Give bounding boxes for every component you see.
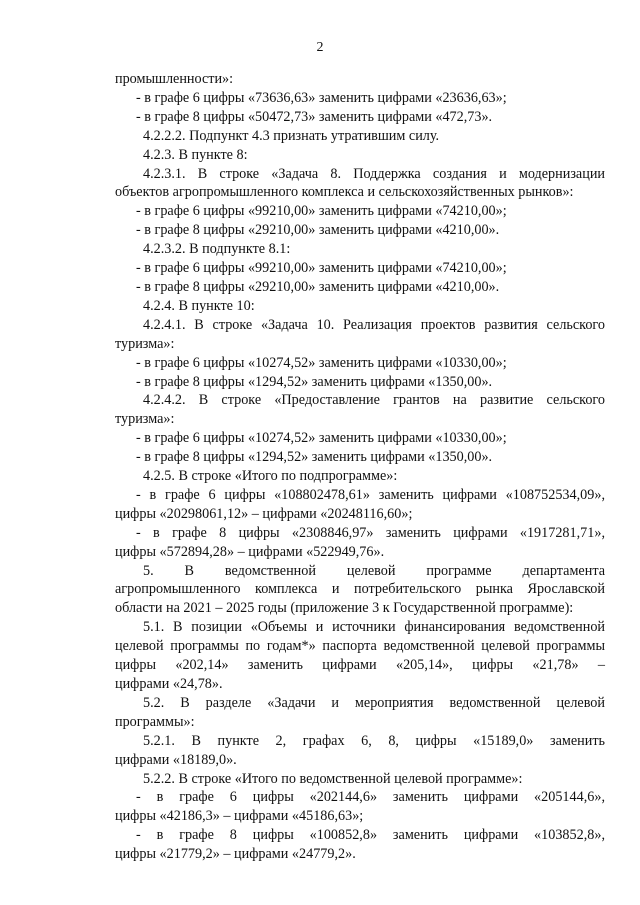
paragraph-line: туризма»: [115,411,175,428]
paragraph-line: - в графе 6 цифры «99210,00» заменить цифрами «74210,00»; [136,203,507,220]
paragraph-line: 4.2.3.2. В подпункте 8.1: [143,241,291,258]
paragraph-line: - в графе 8 цифры «50472,73» заменить цифрами «472,73». [136,108,493,125]
paragraph-line: 4.2.5. В строке «Итого по подпрограмме»: [143,468,398,485]
paragraph-line: 5.2. В разделе «Задачи и мероприятия ведомственной целевой [143,694,605,711]
paragraph-line: - в графе 8 цифры «100852,8» заменить цифрами «103852,8», [136,827,605,844]
paragraph-line: 5.1. В позиции «Объемы и источники финансирования ведомственной [143,619,605,636]
document-body [115,70,605,864]
paragraph-line: - в графе 6 цифры «99210,00» заменить цифрами «74210,00»; [136,260,507,277]
paragraph-line: объектов агропромышленного комплекса и сельскохозяйственных рынков»: [115,184,574,201]
paragraph-line: 4.2.4. В пункте 10: [143,297,255,314]
paragraph-line: 5.2.2. В строке «Итого по ведомственной целевой программе»: [143,770,523,787]
paragraph-line: 4.2.2.2. Подпункт 4.3 признать утратившим силу. [143,127,440,144]
paragraph-line: 5.2.1. В пункте 2, графах 6, 8, цифры «15189,0» заменить [143,732,605,749]
paragraph-line: цифры «20298061,12» – цифрами «20248116,60»; [115,505,413,522]
paragraph-line: - в графе 8 цифры «29210,00» заменить цифрами «4210,00». [136,278,500,295]
paragraph-line: цифрами «18189,0». [115,751,237,768]
paragraph-line: целевой программы по годам*» паспорта ведомственной целевой программы [115,638,605,655]
paragraph-line: 4.2.4.1. В строке «Задача 10. Реализация проектов развития сельского [143,316,605,333]
paragraph-line: цифрами «24,78». [115,676,223,692]
paragraph-line: 4.2.4.2. В строке «Предоставление грантов на развитие сельского [143,392,605,409]
paragraph-line: области на 2021 – 2025 годы (приложение 3 к Государственной программе): [115,600,574,617]
paragraph-line: промышленности»: [115,71,234,87]
paragraph-line: 4.2.3. В пункте 8: [143,146,248,163]
paragraph-line: цифры «21779,2» – цифрами «24779,2». [115,846,356,863]
paragraph-line: цифры «42186,3» – цифрами «45186,63»; [115,808,364,825]
paragraph-line: - в графе 8 цифры «1294,52» заменить цифрами «1350,00». [136,449,493,466]
paragraph-line: агропромышленного комплекса и потребительского рынка Ярославской [115,581,605,598]
paragraph-line: - в графе 8 цифры «29210,00» заменить цифрами «4210,00». [136,222,500,239]
paragraph-line: программы»: [115,713,195,730]
paragraph-line: - в графе 6 цифры «10274,52» заменить цифрами «10330,00»; [136,430,507,447]
paragraph-line: - в графе 6 цифры «73636,63» заменить цифрами «23636,63»; [136,89,507,106]
paragraph-line: - в графе 8 цифры «1294,52» заменить цифрами «1350,00». [136,373,493,390]
paragraph-line: цифры «202,14» заменить цифрами «205,14», цифры «21,78» – [115,657,605,674]
paragraph-line: цифры «572894,28» – цифрами «522949,76». [115,543,385,560]
page-number: 2 [316,40,324,55]
paragraph-line: - в графе 6 цифры «10274,52» заменить цифрами «10330,00»; [136,354,507,371]
paragraph-line: туризма»: [115,335,175,352]
paragraph-line: - в графе 6 цифры «202144,6» заменить цифрами «205144,6», [136,789,605,806]
paragraph-line: 5. В ведомственной целевой программе департамента [143,562,605,579]
paragraph-line: - в графе 6 цифры «108802478,61» заменить цифрами «108752534,09», [136,486,605,503]
paragraph-line: 4.2.3.1. В строке «Задача 8. Поддержка создания и модернизации [143,165,605,182]
paragraph-line: - в графе 8 цифры «2308846,97» заменить цифрами «1917281,71», [136,524,605,541]
